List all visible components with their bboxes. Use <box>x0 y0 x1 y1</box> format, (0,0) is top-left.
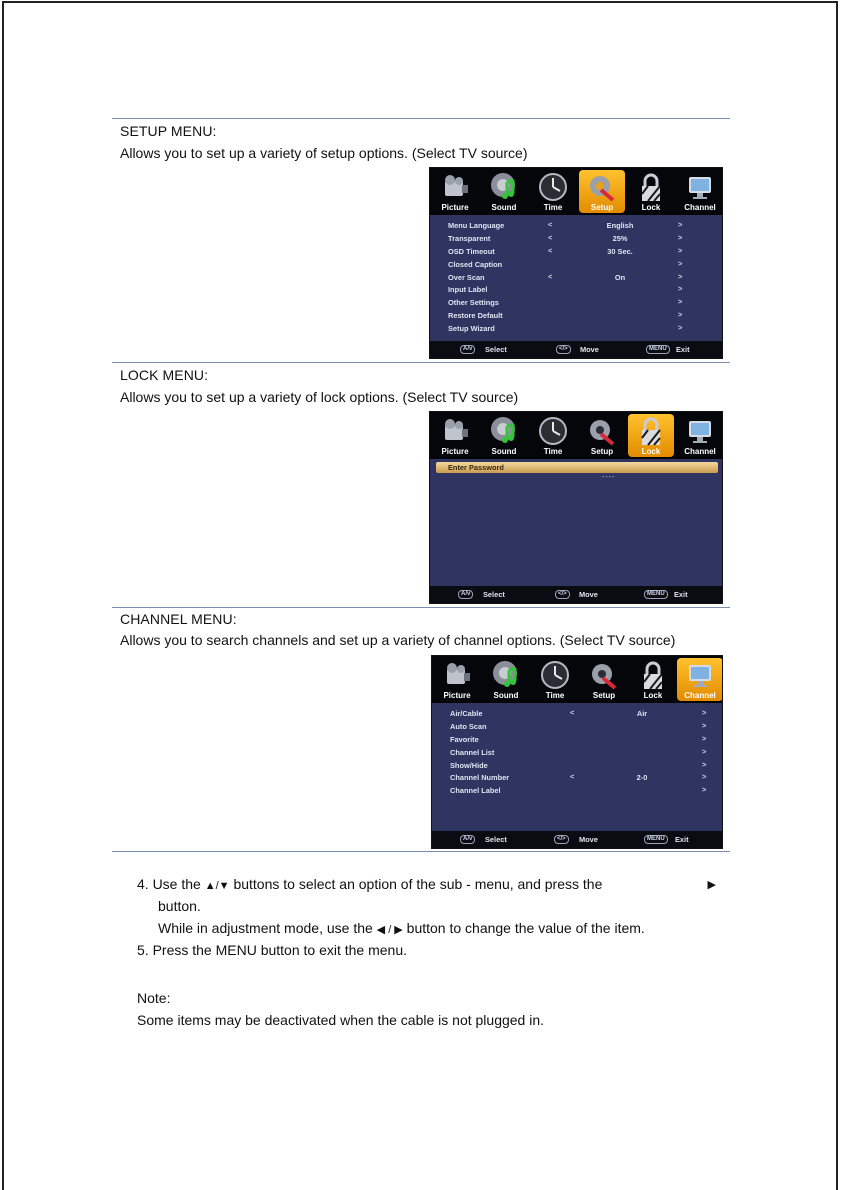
footer-select-label: Select <box>485 345 507 354</box>
tab-lock[interactable]: Lock <box>628 170 674 213</box>
tab-setup[interactable]: Setup <box>579 170 625 213</box>
menu-icon-bar <box>430 168 722 215</box>
menu-item-menu-language[interactable]: Menu Language < English > <box>448 220 683 230</box>
note-title: Note: <box>137 990 171 1006</box>
lock-icon <box>636 416 666 446</box>
tab-sound[interactable]: Sound <box>481 170 527 213</box>
menu-key-icon: MENU <box>644 590 668 599</box>
lock-menu-screenshot <box>429 411 723 604</box>
menu-item-auto-scan[interactable]: Auto Scan > <box>450 720 707 731</box>
menu-item-show-hide[interactable]: Show/Hide > <box>450 759 707 770</box>
left-right-keys-icon: </> <box>554 835 569 844</box>
clock-icon <box>538 172 568 202</box>
tv-monitor-icon <box>685 172 715 202</box>
tab-time[interactable]: Time <box>530 414 576 457</box>
menu-item-osd-timeout[interactable]: OSD Timeout < 30 Sec. > <box>448 245 683 256</box>
menu-footer <box>430 586 722 603</box>
section-divider <box>112 362 730 363</box>
menu-item-setup-wizard[interactable]: Setup Wizard > <box>448 323 683 334</box>
tab-time[interactable]: Time <box>530 170 576 213</box>
menu-item-input-label[interactable]: Input Label > <box>448 284 683 295</box>
menu-item-channel-number[interactable]: Channel Number < 2-0 > <box>450 772 707 783</box>
left-right-keys-icon: </> <box>555 590 570 599</box>
tab-picture[interactable]: Picture <box>434 658 480 701</box>
tab-channel[interactable]: Channel <box>677 414 723 457</box>
setup-menu-title: SETUP MENU: <box>120 123 217 139</box>
music-note-icon <box>491 660 521 690</box>
menu-item-other-settings[interactable]: Other Settings > <box>448 297 683 308</box>
footer-exit-label: Exit <box>675 835 689 844</box>
enter-password-row[interactable]: Enter Password <box>436 462 718 473</box>
clock-icon <box>538 416 568 446</box>
gear-icon <box>587 416 617 446</box>
menu-key-icon: MENU <box>644 835 668 844</box>
menu-item-transparent[interactable]: Transparent < 25% > <box>448 232 683 243</box>
footer-exit-label: Exit <box>676 345 690 354</box>
section-divider <box>112 607 730 608</box>
setup-menu-screenshot <box>429 167 723 359</box>
footer-move-label: Move <box>579 835 598 844</box>
up-down-keys-icon: A/v <box>460 835 475 844</box>
gear-icon <box>587 172 617 202</box>
tab-lock[interactable]: Lock <box>630 658 676 701</box>
menu-item-closed-caption[interactable]: Closed Caption > <box>448 258 683 269</box>
tab-time[interactable]: Time <box>532 658 578 701</box>
left-right-keys-icon: </> <box>556 345 571 354</box>
menu-footer <box>432 831 722 848</box>
setup-menu-list <box>430 220 722 336</box>
gear-icon <box>589 660 619 690</box>
clock-icon <box>540 660 570 690</box>
lock-menu-description: Allows you to set up a variety of lock options. (Select TV source) <box>120 389 519 405</box>
menu-item-air-cable[interactable]: Air/Cable < Air > <box>450 708 707 718</box>
camera-icon <box>440 416 470 446</box>
channel-menu-screenshot <box>431 655 723 849</box>
menu-icon-bar <box>432 656 722 703</box>
setup-menu-description: Allows you to set up a variety of setup options. (Select TV source) <box>120 145 528 161</box>
tab-sound[interactable]: Sound <box>481 414 527 457</box>
tab-picture[interactable]: Picture <box>432 414 478 457</box>
tab-channel[interactable]: Channel <box>677 658 723 701</box>
menu-footer <box>430 341 722 358</box>
menu-item-restore-default[interactable]: Restore Default > <box>448 310 683 321</box>
left-right-arrows-icon: ◀ / ▶ <box>376 924 403 936</box>
tv-monitor-icon <box>685 416 715 446</box>
step-4-line-3: While in adjustment mode, use the ◀ / ▶ button to change the value of the item. <box>158 920 645 936</box>
password-mask: ---- <box>602 474 616 481</box>
lock-menu-title: LOCK MENU: <box>120 367 209 383</box>
footer-exit-label: Exit <box>674 590 688 599</box>
section-divider <box>112 118 730 119</box>
tab-setup[interactable]: Setup <box>579 414 625 457</box>
footer-select-label: Select <box>483 590 505 599</box>
menu-item-channel-label[interactable]: Channel Label > <box>450 785 707 796</box>
footer-move-label: Move <box>580 345 599 354</box>
step-4-line-1: 4. Use the ▲/▼ buttons to select an option of the sub - menu, and press the ▶ <box>137 876 716 892</box>
footer-move-label: Move <box>579 590 598 599</box>
camera-icon <box>442 660 472 690</box>
right-arrow-icon: ▶ <box>707 879 716 891</box>
tv-monitor-icon <box>685 660 715 690</box>
step-5: 5. Press the MENU button to exit the menu. <box>137 942 408 958</box>
up-down-keys-icon: A/v <box>460 345 475 354</box>
note-text: Some items may be deactivated when the cable is not plugged in. <box>137 1012 545 1028</box>
tab-picture[interactable]: Picture <box>432 170 478 213</box>
channel-menu-description: Allows you to search channels and set up a variety of channel options. (Select TV source) <box>120 632 676 648</box>
music-note-icon <box>489 416 519 446</box>
up-down-keys-icon: A/v <box>458 590 473 599</box>
menu-item-channel-list[interactable]: Channel List > <box>450 746 707 757</box>
menu-item-favorite[interactable]: Favorite > <box>450 733 707 744</box>
camera-icon <box>440 172 470 202</box>
up-down-arrows-icon: ▲/▼ <box>204 880 230 892</box>
lock-icon <box>636 172 666 202</box>
tab-setup[interactable]: Setup <box>581 658 627 701</box>
tab-sound[interactable]: Sound <box>483 658 529 701</box>
tab-channel[interactable]: Channel <box>677 170 723 213</box>
channel-menu-list <box>432 708 722 798</box>
tab-lock[interactable]: Lock <box>628 414 674 457</box>
footer-select-label: Select <box>485 835 507 844</box>
music-note-icon <box>489 172 519 202</box>
menu-item-over-scan[interactable]: Over Scan < On > <box>448 271 683 282</box>
section-divider <box>112 851 730 852</box>
channel-menu-title: CHANNEL MENU: <box>120 611 237 627</box>
menu-key-icon: MENU <box>646 345 670 354</box>
lock-icon <box>638 660 668 690</box>
menu-icon-bar <box>430 412 722 459</box>
step-4-line-2: button. <box>158 898 201 914</box>
